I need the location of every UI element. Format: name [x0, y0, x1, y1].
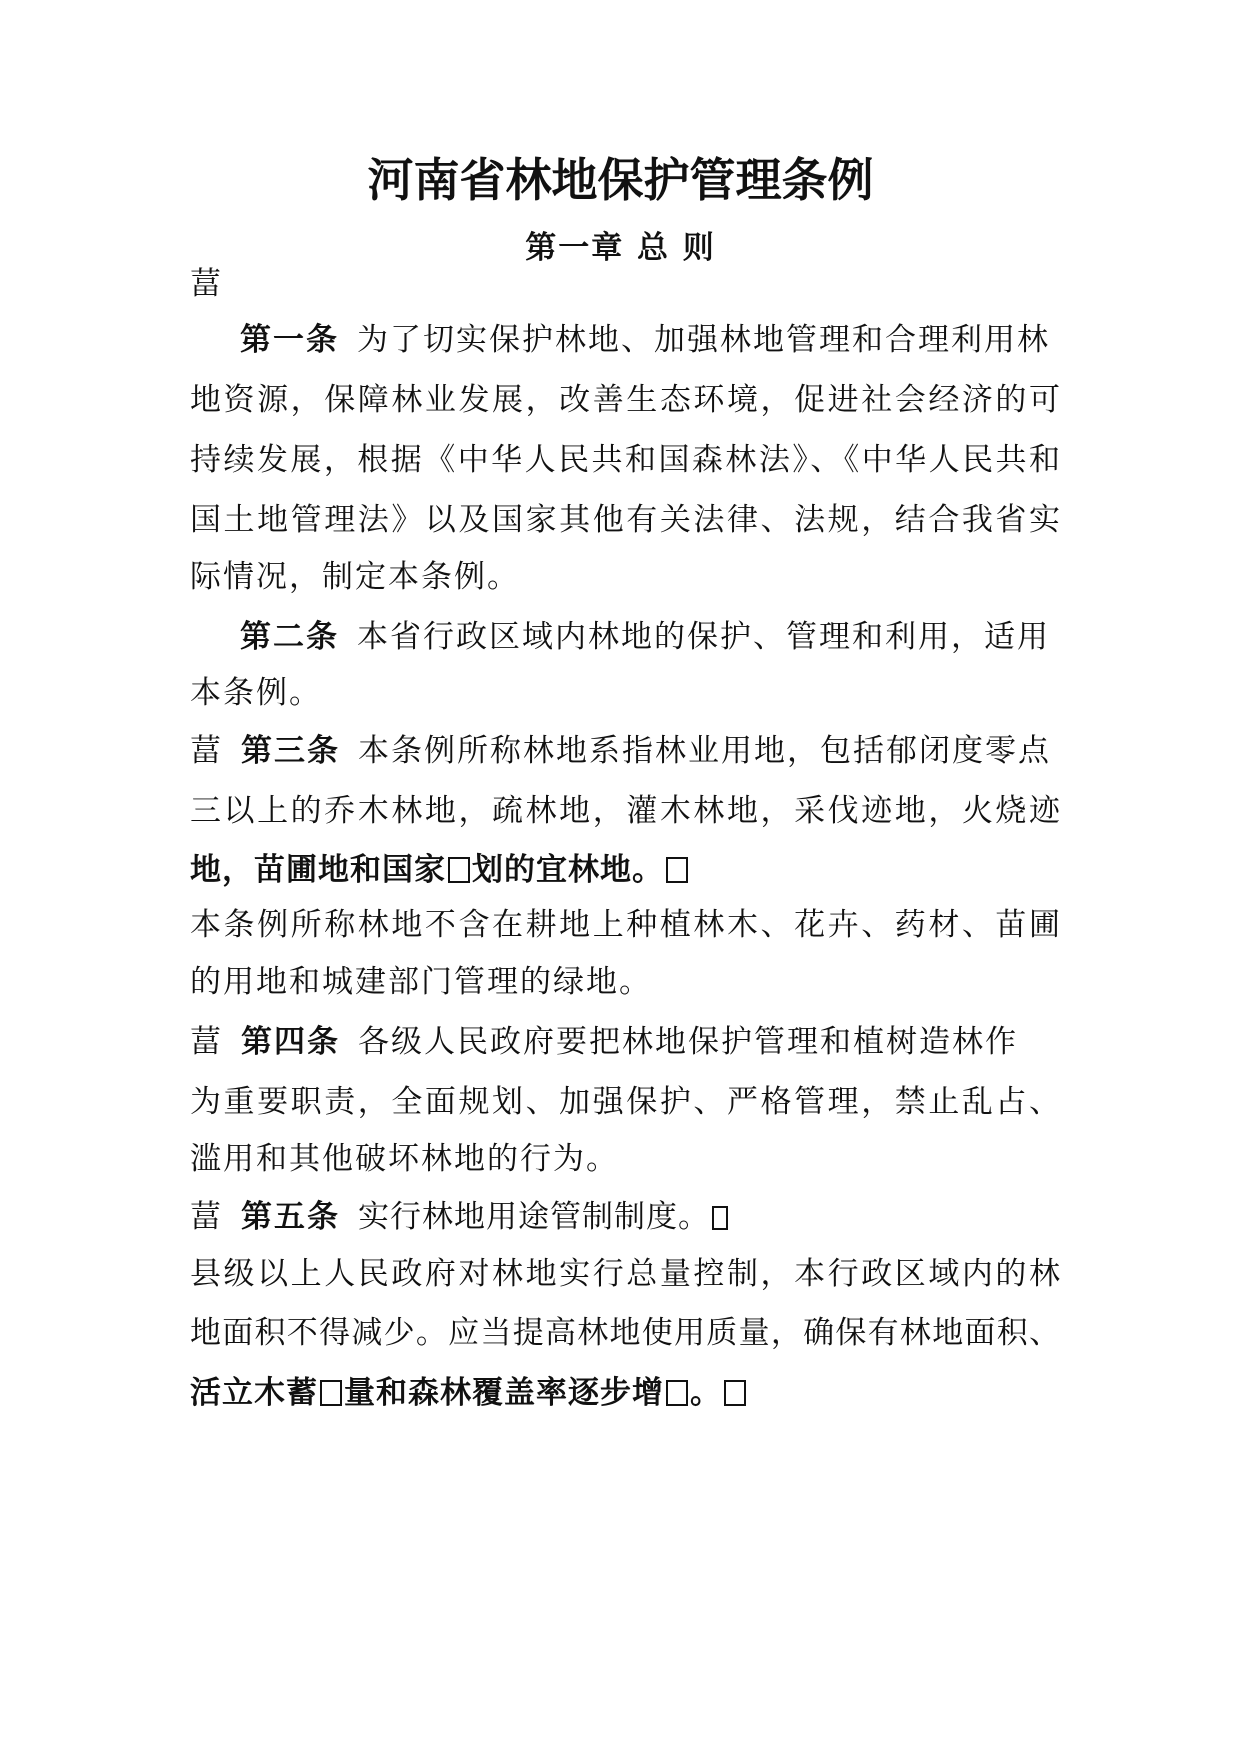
- missing-glyph-box: [666, 1380, 688, 1406]
- article-3-text-3a: 地，苗圃地和国家: [190, 852, 446, 888]
- article-3-text-3b: 划的宜林地。: [472, 852, 664, 888]
- missing-glyph-box: [448, 857, 470, 883]
- document-title: 河南省林地保护管理条例: [367, 153, 874, 207]
- article-3-label: 第三条: [241, 733, 340, 769]
- article-2-text-1: 本省行政区域内林地的保护、管理和利用，适用: [357, 619, 1050, 655]
- article-3-line-4: 本条例所称林地不含在耕地上种植林木、花卉、药材、苗圃: [190, 907, 1060, 943]
- missing-glyph-box: [320, 1380, 342, 1406]
- chapter-heading: 第一章 总 则: [525, 230, 716, 266]
- article-5-label: 第五条: [241, 1199, 340, 1235]
- missing-glyph-box: [712, 1206, 728, 1230]
- article-3-text-1: 本条例所称林地系指林业用地，包括郁闭度零点: [358, 733, 1051, 769]
- article-5-text-4a: 活立木蓄: [190, 1375, 318, 1411]
- article-2-line-2: 本条例。: [190, 675, 322, 711]
- article-2-line-1: [190, 617, 1060, 657]
- article-3-line-3: [190, 850, 1060, 890]
- article-1-line-3: 持续发展，根据《中华人民共和国森林法》、《中华人民共和: [190, 442, 1060, 478]
- article-5-text-1: 实行林地用途管制制度。: [358, 1199, 710, 1235]
- article-4-label: 第四条: [241, 1024, 340, 1060]
- article-5-line-4: [190, 1373, 1060, 1413]
- article-3-line-2: 三以上的乔木林地，疏林地，灌木林地，采伐迹地，火烧迹: [190, 793, 1060, 829]
- article-1-label: 第一条: [240, 322, 339, 358]
- article-5-text-4b: 量和森林覆盖率逐步增: [344, 1375, 664, 1411]
- article-5-prefix: 葍: [190, 1199, 223, 1235]
- article-1-text-1: 为了切实保护林地、加强林地管理和合理利用林: [357, 322, 1050, 358]
- article-4-text-1: 各级人民政府要把林地保护管理和植树造林作: [358, 1024, 1018, 1060]
- article-3-line-5: 的用地和城建部门管理的绿地。: [190, 964, 652, 1000]
- article-1-line-5: 际情况，制定本条例。: [190, 559, 520, 595]
- article-5-line-1: [190, 1197, 1060, 1237]
- article-4-line-1: [190, 1022, 1060, 1062]
- stray-char: 葍: [190, 266, 223, 302]
- article-1-line-2: 地资源，保障林业发展，改善生态环境，促进社会经济的可: [190, 382, 1060, 418]
- article-5-line-2: 县级以上人民政府对林地实行总量控制，本行政区域内的林: [190, 1256, 1060, 1292]
- stray-char-line: [190, 264, 1060, 304]
- article-3-line-1: [190, 731, 1060, 771]
- article-5-text-4c: 。: [690, 1375, 722, 1411]
- article-4-prefix: 葍: [190, 1024, 223, 1060]
- article-5-line-3: 地面积不得减少。应当提高林地使用质量，确保有林地面积、: [190, 1315, 1060, 1351]
- article-4-line-3: 滥用和其他破坏林地的行为。: [190, 1141, 619, 1177]
- article-1-line-4: 国土地管理法》以及国家其他有关法律、法规，结合我省实: [190, 502, 1060, 538]
- article-4-line-2: 为重要职责，全面规划、加强保护、严格管理，禁止乱占、: [190, 1084, 1060, 1120]
- missing-glyph-box: [724, 1380, 746, 1406]
- article-2-label: 第二条: [240, 619, 339, 655]
- article-3-prefix: 葍: [190, 733, 223, 769]
- article-1-line-1: [190, 320, 1060, 360]
- missing-glyph-box: [666, 857, 688, 883]
